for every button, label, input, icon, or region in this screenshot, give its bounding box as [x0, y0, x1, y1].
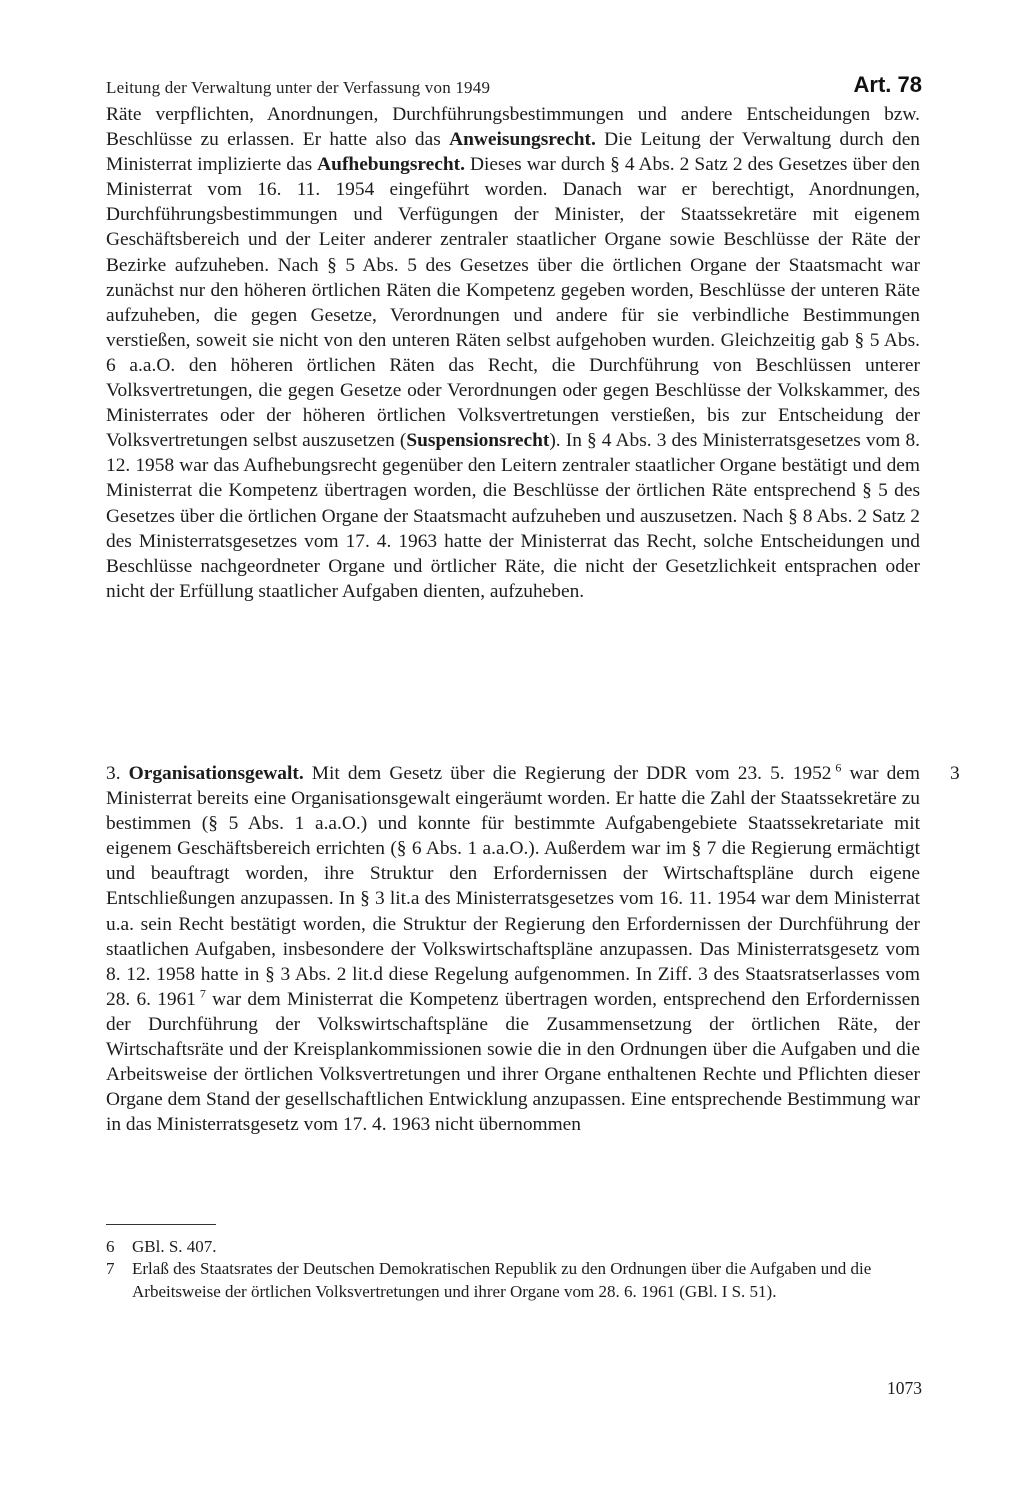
continuation-paragraph: [106, 102, 920, 604]
term-aufhebungsrecht: Aufhebungsrecht.: [317, 154, 465, 176]
section-heading: Organisationsgewalt.: [128, 763, 304, 784]
text-run: war dem Ministerrat die Kompetenz übertragen worden, entsprechend den Erfordernissen der Durchführung der Volkswirtschaftspläne die Zusammensetzung der örtlichen Räte, der Wirtschaftsräte und der Kreisplankommissionen sowie die in den Ordnungen über die Aufgaben und die Arbeitsweise der örtlichen Volksvertretungen und ihrer Organe enthaltenen Rechte und Pflichten dieser Organe dem Stand der gesellschaftlichen Entwicklung anzupassen. Eine entsprechende Bestimmung war in das Ministerratsgesetz vom 17. 4. 1963 nicht übernommen: [106, 988, 920, 1136]
footnote-number: 6: [106, 1237, 115, 1256]
footnote-ref-7: 7: [199, 986, 206, 1001]
paragraph-aufhebungsrecht: [106, 102, 920, 604]
footnote-divider: [106, 1224, 216, 1225]
footnote-6: [106, 1236, 920, 1258]
text-run: Die Leitung der Verwaltung durch den Ministerrat implizierte das: [106, 129, 920, 176]
footnote-text: GBl. S. 407.: [132, 1237, 217, 1256]
section-number: 3.: [106, 763, 121, 784]
text-run: ). In § 4 Abs. 3 des Ministerratsgesetzes vom 8. 12. 1958 war das Aufhebungsrecht gegenüber den Leitern zentraler staatlicher Organe bestätigt und dem Ministerrat die Kompetenz übertragen worden, die Beschlüsse der örtlichen Räte entsprechend § 5 des Gesetzes über die örtlichen Organe der Staatsmacht aufzuheben und auszusetzen. Nach § 8 Abs. 2 Satz 2 des Ministerratsgesetzes vom 17. 4. 1963 hatte der Ministerrat das Recht, solche Entscheidungen und Beschlüsse nachgeordneter Organe und örtlicher Räte, die nicht der Gesetzlichkeit entsprachen oder nicht der Erfüllung staatlicher Aufgaben dienten, aufzuheben.: [106, 430, 920, 602]
footnote-number: 7: [106, 1259, 115, 1279]
running-head: Leitung der Verwaltung unter der Verfassung von 1949: [106, 78, 491, 97]
paragraph-organisationsgewalt: [106, 761, 920, 1137]
page-number: 1073: [887, 1378, 922, 1398]
footnote-ref-6: 6: [835, 760, 842, 775]
section-organisationsgewalt: [106, 761, 920, 1137]
footnotes: [106, 1236, 920, 1303]
term-anweisungsrecht: Anweisungsrecht.: [449, 129, 596, 151]
term-suspensionsrecht: Suspensionsrecht: [406, 430, 550, 452]
margin-number: 3: [950, 763, 960, 784]
footnote-7: [106, 1258, 920, 1303]
footnote-text: Erlaß des Staatsrates der Deutschen Demokratischen Republik zu den Ordnungen über die Aufgaben und die Arbeitsweise der örtlichen Volksvertretungen und ihrer Organe vom 28. 6. 1961 (GBl. I S. 51).: [132, 1259, 872, 1301]
text-run: war dem Ministerrat bereits eine Organisationsgewalt eingeräumt worden. Er hatte die Zahl der Staatssekretäre zu bestimmen (§ 5 Abs. 1 a.a.O.) und konnte für bestimmte Aufgabengebiete Staatssekretariate mit eigenem Geschäftsbereich errichten (§ 6 Abs. 1 a.a.O.). Außerdem war im § 7 die Regierung ermächtigt und beauftragt worden, ihre Struktur den Erfordernissen der Wirtschaftspläne durch eigene Entschließungen anzupassen. In § 3 lit.a des Ministerratsgesetzes vom 16. 11. 1954 war dem Ministerrat u.a. sein Recht bestätigt worden, die Struktur der Regierung den Erfordernissen der Durchführung der staatlichen Aufgaben, insbesondere der Volkswirtschaftspläne anzupassen. Das Ministerratsgesetz vom 8. 12. 1958 hatte in § 3 Abs. 2 lit.d diese Regelung aufgenommen. In Ziff. 3 des Staatsratserlasses vom 28. 6. 1961: [106, 763, 920, 1010]
article-label: Art. 78: [853, 72, 922, 97]
text-run: Mit dem Gesetz über die Regierung der DDR vom 23. 5. 1952: [303, 763, 832, 784]
text-run: Räte verpflichten, Anordnungen, Durchführungsbestimmungen und andere Entscheidungen bzw. Beschlüsse zu erlassen. Er hatte also das: [106, 104, 920, 151]
text-run: Dieses war durch § 4 Abs. 2 Satz 2 des Gesetzes über den Ministerrat vom 16. 11. 1954 eingeführt worden. Danach war er berechtigt, Anordnungen, Durchführungsbestimmungen und Verfügungen der Minister, der Staatssekretäre mit eigenem Geschäftsbereich und der Leiter anderer zentraler staatlicher Organe sowie Beschlüsse der Räte der Bezirke aufzuheben. Nach § 5 Abs. 5 des Gesetzes über die örtlichen Organe der Staatsmacht war zunächst nur den höheren örtlichen Räten die Kompetenz gegeben worden, Beschlüsse der unteren Räte aufzuheben, die gegen Gesetze, Verordnungen und andere für sie verbindliche Bestimmungen verstießen, soweit sie nicht von den unteren Räten selbst aufgehoben wurden. Gleichzeitig gab § 5 Abs. 6 a.a.O. den höheren örtlichen Räten das Recht, die Durchführung von Beschlüssen unterer Volksvertretungen, die gegen Gesetze oder Verordnungen oder gegen Beschlüsse der Volkskammer, des Ministerrates oder der höheren örtlichen Volksvertretungen verstießen, bis zur Entscheidung der Volksvertretungen selbst auszusetzen (: [106, 154, 921, 452]
